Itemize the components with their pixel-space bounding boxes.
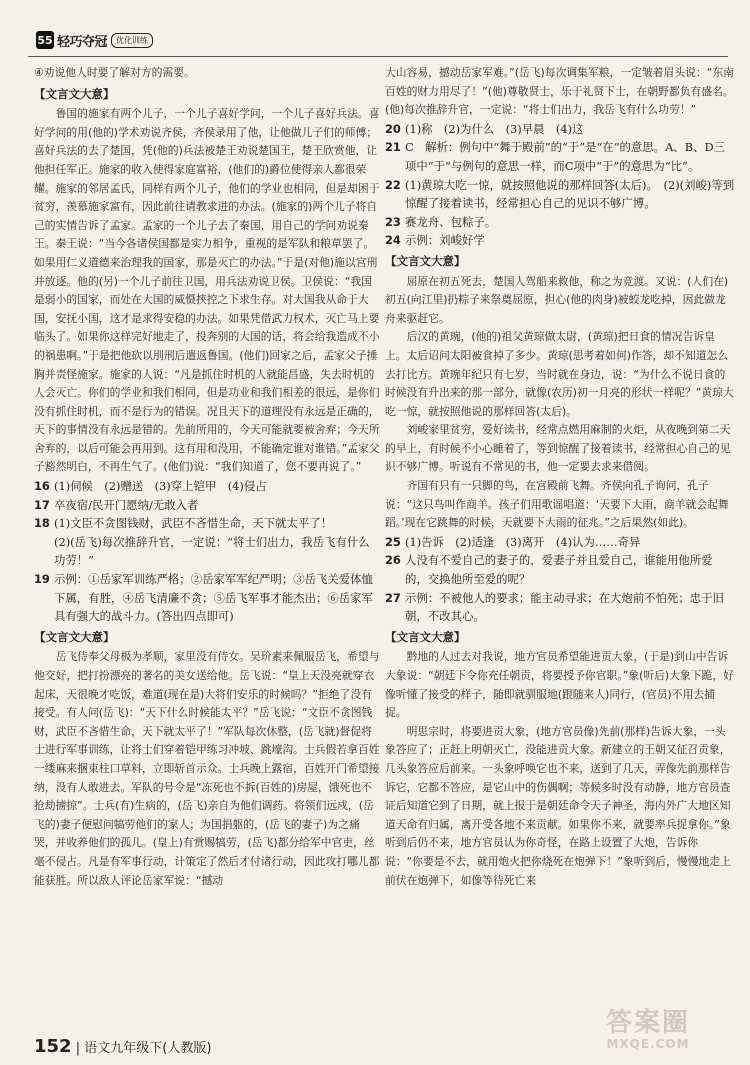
- section-title: 【文言文大意】: [34, 86, 115, 101]
- answer-part: (1)文臣不贪图钱财，武臣不吝惜生命，天下就太平了！: [54, 516, 333, 531]
- question-number: 22: [385, 177, 401, 192]
- question-number: 16: [34, 479, 50, 494]
- question-number: 23: [385, 214, 401, 229]
- answer-part: (2)(岳飞)每次推辞升官，一定说：“将士们出力，我岳飞有什么功劳！”: [54, 534, 370, 568]
- answer-item: [385, 589, 735, 626]
- translation-paragraph: 齐国有只有一只脚的鸟，在宫殿前飞舞。齐侯向孔子询问，孔子说：“这只鸟叫作商羊。孩子们用歌谣唱道：‘天要下大雨，商羊就会起舞蹈。’现在它跳舞的时候，天就要下大雨的征兆。”之后果然(如此)。: [385, 479, 729, 530]
- left-column: [34, 64, 380, 890]
- question-number: 21: [385, 140, 401, 155]
- answer-text: 示例：不被他人的要求；能主动寻求；在大炮前不怕死；忠于旧朝，不改其心。: [405, 590, 724, 624]
- logo-text: 轻巧夺冠: [57, 34, 108, 50]
- question-number: 18: [34, 516, 50, 531]
- answer-item: [385, 213, 735, 232]
- answer-item: [34, 514, 380, 570]
- answer-item: [385, 120, 735, 139]
- book-subject: 语文九年级下(人教版): [84, 1041, 212, 1056]
- translation-paragraph: 黔地的人过去对我说，地方官员希望能进贡大象，(于是)到山中告诉大象说：“朝廷下令你充任朝贡，将要授予你官职。”象(听后)大象下跪，好像听懂了接受的样子，随即就驯服地(跟随来人)同行，(官员)不用去捕捉。: [385, 650, 734, 720]
- section-title: 【文言文大意】: [385, 253, 466, 268]
- answer-item: [385, 138, 735, 175]
- answer-text: (1)黄琼大吃一惊，就按照他说的那样回答(太后)。 (2)(刘峻)等到惊醒了接着读书，经常担心自己的见识不够广博。: [405, 177, 735, 211]
- answer-text: 示例：①岳家军训练严格；②岳家军军纪严明；③岳飞关爱体恤下属，有胜，④岳飞清廉不贪；⑤岳飞军事才能杰出；⑥岳家军具有强大的战斗力。(答出四点即可): [54, 572, 373, 624]
- footer-divider: |: [75, 1041, 81, 1056]
- page-footer: [34, 1036, 211, 1057]
- section-title: 【文言文大意】: [34, 629, 115, 644]
- answer-item: [385, 231, 735, 250]
- answer-item: [34, 477, 380, 496]
- answer-text: 赛龙舟、包粽子。: [405, 214, 497, 229]
- question-number: 17: [34, 497, 50, 512]
- question-number: 27: [385, 590, 401, 605]
- question-number: 25: [385, 534, 401, 549]
- answer-text: 卒夜宿/民开门愿纳/无敢入者: [54, 497, 199, 512]
- answer-text: (1)称 (2)为什么 (3)早晨 (4)这: [405, 121, 584, 136]
- watermark-text: 答案圈: [605, 1008, 690, 1038]
- translation-paragraph: 鲁国的施家有两个儿子，一个儿子喜好学问，一个儿子喜好兵法。喜好学问的用(他的)学术劝说齐侯，齐侯录用了他，让他做儿子们的师傅；喜好兵法的去了楚国，凭(他的)兵法被楚王劝说楚国王，楚王欣赏他，让他担任军正。施家的收入使得家庭富裕，(他们的)爵位使得亲人都很荣耀。施家的邻居孟氏，同样有两个儿子，他们的学业也相同，但是却困于贫穷，羡慕施家富有，因此前往请教求进的办法。(施家的)两个儿子将自己的实情告诉了孟家。孟家的一个儿子去了秦国，用自己的学问劝说秦王。秦王说：“当今各诸侯国都是实力相争，重视的是军队和粮草罢了。如果用仁义道德来治理我的国家，那是灭亡的办法。”于是(对他)施以宫刑并放逐。他的(另)一个儿子前往卫国，用兵法劝说卫侯。卫侯说：“我国是弱小的国家，而处在大国的威慑挟控之下求生存。对大国我从命于大国，安抚小国，这才是求得安稳的办法。如果凭借武力权术，灭亡马上要临头了。如果你这样完好地走了，投奔别的大国的话，将会给我造成不小的祸患啊。”于是把他砍以刖刑后遣返鲁国。(他们)回家之后，孟家父子捶胸并责怪施家。施家的人说：“凡是抓住时机的人就能昌盛，失去时机的人会灭亡。你们的学业和我们相同，但是功业和我们相差的很远，是你们没有抓住时机，而不是行为的错误。况且天下的道理没有永远是正确的，天下的事情没有永远是错的。先前所用的，今天可能就要被舍弃；今天所舍弃的，以后可能会再用到。这有用和没用，不能确定谁对谁错。”孟家父子豁然明白，不再生气了。(他们)说：“我们知道了，您不要再说了。”: [34, 107, 380, 474]
- page-header: [28, 26, 728, 57]
- translation-paragraph: 后汉的黄琬，(他的)祖父黄琼做太尉，(黄琼)把日食的情况告诉皇上。太后诏问太阳被食掉了多少。黄琼(思考着如何)作答，却不知道怎么去打比方。黄琬年纪只有七岁，当时就在身边，说：“为什么不说日食的时候没有升出来的那一部分，就像(农历)初一月亮的形状一样呢？”黄琼大吃一惊，就按照他说的那样回答(太后)。: [385, 330, 734, 418]
- answer-item: [385, 533, 735, 552]
- translation-paragraph: 大山容易，撼动岳家军难。”(岳飞)每次调集军粮，一定皱着眉头说：“东南百姓的财力用尽了！”(他)尊敬贤士，乐于礼贤下士，在朝野都负有盛名。(他)每次推辞升官，一定说：“将士们出力，我岳飞有什么功劳！”: [385, 66, 734, 117]
- answer-item: [34, 570, 380, 626]
- question-number: 26: [385, 553, 401, 568]
- translation-paragraph: 屈原在初五死去，楚国人驾船来救他，称之为竞渡。又说：(人们在)初五(向江里)扔粽子来祭奠屈原，担心(他的肉身)被蛟龙吃掉，因此做龙舟来驱赶它。: [385, 274, 729, 325]
- translation-paragraph: 明思宗时，将要进贡大象，(地方官员像)先前(那样)告诉大象，一头象答应了；正赶上明朝灭亡，没能进贡大象。新建立的王朝又征召贡象，几头象答应后前来。一头象呼唤它也不来，送到了几天，弄像先前那样告诉它，它都不答应，是它山中的伤偶啊；等候多时没有动静，地方官员查证后知道它到了日期，就上报于是朝廷命令天子神圣，海内外广大地区知道天命有归属，离开受各地不来贡献。如果你不来，就要率兵捉拿你。”象听到后仍不来，地方官员认为你奇怪，在路上设置了大炮，告诉你说：“你要是不去，就用炮火把你烧死在炮弹下！”象听到后，慢慢地走上前伏在炮弹下，如像等待死亡来: [385, 724, 731, 887]
- answer-text: (1)告诉 (2)适逢 (3)离开 (4)认为……奇异: [405, 534, 641, 549]
- page-number: 152: [34, 1036, 72, 1057]
- answer-text: [54, 514, 380, 570]
- brand-logo: [36, 28, 153, 52]
- translation-paragraph: 岳飞侍奉父母极为孝顺，家里没有侍女。吴玠素来佩服岳飞，希望与他交好，把打扮漂亮的著名的美女送给他。岳飞说：“皇上天没亮就穿衣起床，天很晚才吃饭，难道(现在是)大将们安乐的时候吗？”拒绝了没有接受。有人问(岳飞)：“天下什么时候能太平？”岳飞说：“文臣不贪图钱财，武臣不吝惜生命，天下就太平了！”军队每次休整，(岳飞就)督促将士进行军事训练，让将士们穿着铠甲练习冲坡、跳壕沟。士兵假若拿百姓一缕麻来捆束柱口草料，立即斩首示众。士兵晚上露宿，百姓开门希望接纳，没有人敢进去。军队的号令是“冻死也不拆(百姓的)房屋，饿死也不抢劫掳掠”。士兵(有)生病的，(岳飞)亲自为他们调药。将领们远戍，(岳飞的)妻子便慰问犒劳他们的家人；为国捐躯的，(岳飞的妻子)为之痛哭，并收养他们的孤儿。(皇上)有赏赐犒劳，(岳飞)都分给军中官吏，丝毫不侵占。凡是有军事行动，计策定了然后才付诸行动，因此攻打哪儿都能获胜。所以敌人评论岳家军说：“撼动: [34, 650, 380, 887]
- watermark-logo: [568, 1009, 728, 1055]
- answer-line: ④劝说他人时要了解对方的需要。: [34, 66, 195, 79]
- question-number: 19: [34, 572, 50, 587]
- answer-item: [34, 496, 380, 515]
- answer-item: [385, 551, 735, 588]
- question-number: 24: [385, 233, 401, 248]
- question-number: 20: [385, 121, 401, 136]
- section-title: 【文言文大意】: [385, 629, 466, 644]
- answer-text: 人没有不爱自己的妻子的，爱妻子并且爱自己，谁能用他所爱的，交换他所至爱的呢？: [405, 553, 713, 587]
- answer-text: C 解析：例句中“舞于殿前”的“于”是“在”的意思。A、B、D三项中“于”与例句的意思一样，而C项中“于”的意思为“比”。: [405, 140, 725, 173]
- logo-badge: 优化训练: [111, 33, 153, 48]
- answer-text: (1)伺候 (2)赠送 (3)穿上铠甲 (4)侵占: [54, 479, 267, 494]
- logo-icon: 55: [36, 31, 54, 49]
- answer-text: 示例：刘峻好学: [405, 233, 485, 248]
- answer-item: [385, 176, 735, 213]
- right-column: [385, 64, 735, 890]
- watermark-url: MXQE.COM: [606, 1037, 690, 1051]
- translation-paragraph: 刘峻家里贫穷，爱好读书，经常点燃用麻制的火炬，从夜晚到第二天的早上，有时候不小心睡着了，等到惊醒了接着读书，经常担心自己的见识不够广博。听说有不常见的书，他一定要去求来借阅。: [385, 423, 731, 474]
